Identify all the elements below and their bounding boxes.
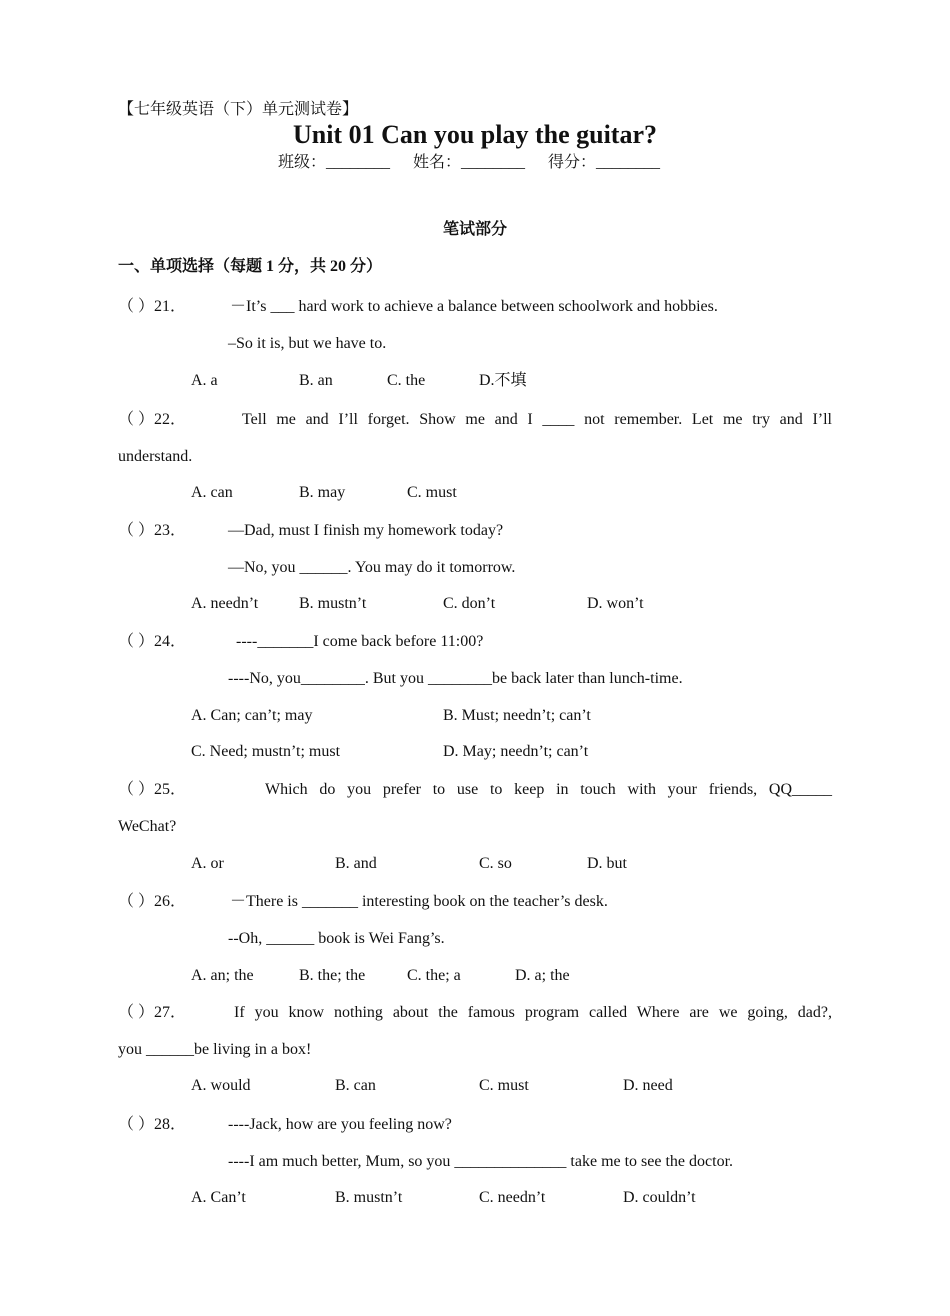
q27-option-d[interactable]: D. need bbox=[623, 1077, 673, 1094]
name-field[interactable]: 姓名：________ bbox=[413, 154, 526, 171]
q26-stem: －There is _______ interesting book on the teacher’s desk. bbox=[230, 893, 608, 910]
q22-option-a[interactable]: A. can bbox=[191, 484, 233, 501]
q21-option-c[interactable]: C. the bbox=[387, 372, 426, 389]
q23-option-a[interactable]: A. needn’t bbox=[191, 595, 259, 612]
q22-option-c[interactable]: C. must bbox=[407, 484, 457, 501]
q23-option-b[interactable]: B. mustn’t bbox=[299, 595, 367, 612]
q25-option-d[interactable]: D. but bbox=[587, 855, 627, 872]
q24-option-c[interactable]: C. Need; mustn’t; must bbox=[191, 743, 341, 760]
q22-prefix: （ ）22． bbox=[118, 411, 187, 428]
q24-stem: ----_______I come back before 11:00? bbox=[236, 633, 484, 650]
q21-option-b[interactable]: B. an bbox=[299, 372, 333, 389]
q26-option-a[interactable]: A. an; the bbox=[191, 967, 254, 984]
q28-stem: ----Jack, how are you feeling now? bbox=[228, 1116, 452, 1133]
q23-option-d[interactable]: D. won’t bbox=[587, 595, 644, 612]
q27-prefix: （ ）27． bbox=[118, 1004, 187, 1021]
q27-stem: If you know nothing about the famous program called Where are we going, dad?, bbox=[234, 1004, 832, 1021]
q28-option-a[interactable]: A. Can’t bbox=[191, 1189, 246, 1206]
q24-option-a[interactable]: A. Can; can’t; may bbox=[191, 707, 313, 724]
q24-prefix: （ ）24． bbox=[118, 633, 187, 650]
q21-option-a[interactable]: A. a bbox=[191, 372, 218, 389]
q26-option-c[interactable]: C. the; a bbox=[407, 967, 461, 984]
q26-reply: --Oh, ______ book is Wei Fang’s. bbox=[228, 930, 445, 947]
series-label: 【七年级英语（下）单元测试卷】 bbox=[118, 101, 359, 118]
section-heading: 一、单项选择（每题 1 分，共 20 分） bbox=[118, 258, 383, 275]
q21-option-d[interactable]: D.不填 bbox=[479, 372, 527, 389]
q24-reply: ----No, you________. But you ________be back later than lunch-time. bbox=[228, 670, 683, 687]
q25-stem: Which do you prefer to use to keep in touch with your friends, QQ_____ bbox=[265, 781, 832, 798]
q28-option-d[interactable]: D. couldn’t bbox=[623, 1189, 696, 1206]
q21-stem: －It’s ___ hard work to achieve a balance between schoolwork and hobbies. bbox=[230, 298, 718, 315]
class-field[interactable]: 班级：________ bbox=[278, 154, 391, 171]
q27-option-b[interactable]: B. can bbox=[335, 1077, 376, 1094]
part-title: 笔试部分 bbox=[442, 221, 507, 238]
q23-prefix: （ ）23． bbox=[118, 522, 187, 539]
q25-option-b[interactable]: B. and bbox=[335, 855, 377, 872]
q27-stem-cont: you ______be living in a box! bbox=[118, 1041, 312, 1058]
q27-option-c[interactable]: C. must bbox=[479, 1077, 529, 1094]
q26-option-b[interactable]: B. the; the bbox=[299, 967, 366, 984]
q23-option-c[interactable]: C. don’t bbox=[443, 595, 496, 612]
q26-option-d[interactable]: D. a; the bbox=[515, 967, 570, 984]
q23-stem: —Dad, must I finish my homework today? bbox=[228, 522, 504, 539]
q24-option-d[interactable]: D. May; needn’t; can’t bbox=[443, 743, 589, 760]
q28-reply: ----I am much better, Mum, so you ______________ take me to see the doctor. bbox=[228, 1153, 734, 1170]
q24-option-b[interactable]: B. Must; needn’t; can’t bbox=[443, 707, 591, 724]
q25-option-c[interactable]: C. so bbox=[479, 855, 512, 872]
q22-stem-cont: understand. bbox=[118, 448, 193, 465]
q27-option-a[interactable]: A. would bbox=[191, 1077, 251, 1094]
q23-reply: —No, you ______. You may do it tomorrow. bbox=[228, 559, 516, 576]
q25-option-a[interactable]: A. or bbox=[191, 855, 224, 872]
q28-prefix: （ ）28． bbox=[118, 1116, 187, 1133]
q28-option-c[interactable]: C. needn’t bbox=[479, 1189, 546, 1206]
q26-prefix: （ ）26． bbox=[118, 893, 187, 910]
q22-option-b[interactable]: B. may bbox=[299, 484, 346, 501]
q21-prefix: （ ）21． bbox=[118, 298, 187, 315]
q25-prefix: （ ）25． bbox=[118, 781, 187, 798]
q22-stem: Tell me and I’ll forget. Show me and I ____ not remember. Let me try and I’ll bbox=[242, 411, 832, 428]
score-field[interactable]: 得分：________ bbox=[548, 154, 661, 171]
q28-option-b[interactable]: B. mustn’t bbox=[335, 1189, 403, 1206]
page-title: Unit 01 Can you play the guitar? bbox=[292, 120, 658, 149]
q25-stem-cont: WeChat? bbox=[118, 818, 177, 835]
q21-reply: –So it is, but we have to. bbox=[228, 335, 387, 352]
